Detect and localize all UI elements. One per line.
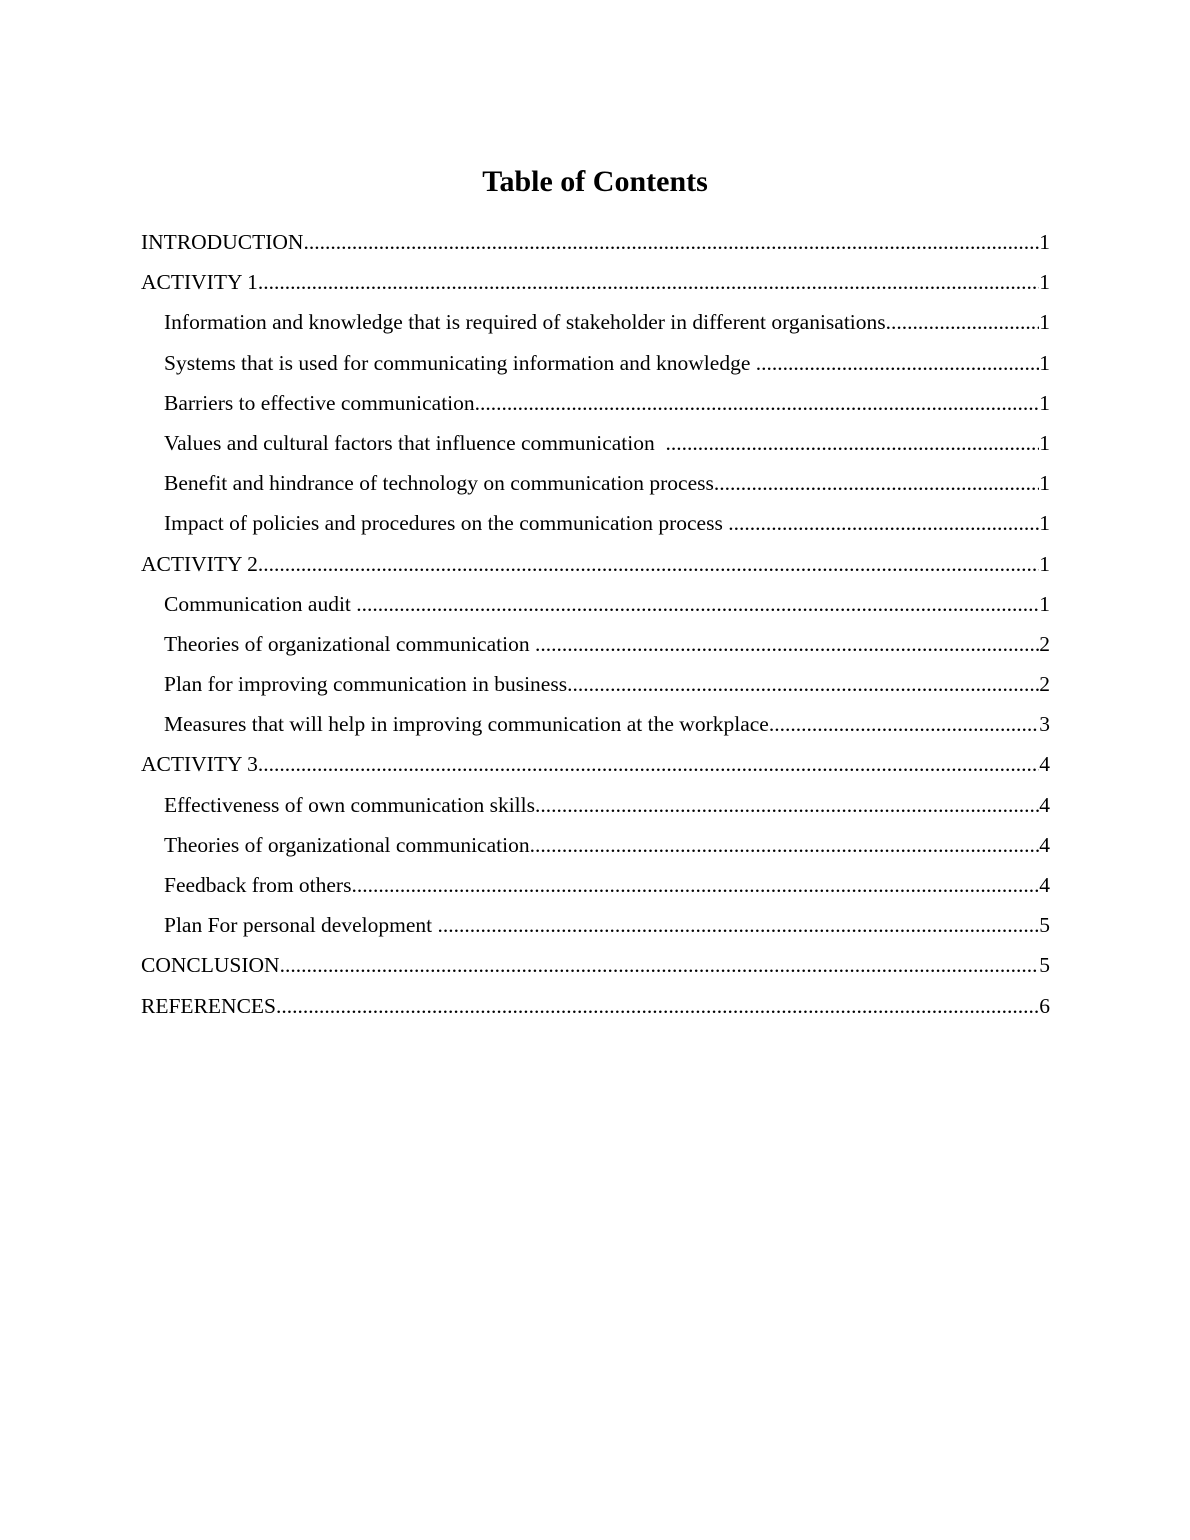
toc-page-number: 1 (1039, 551, 1050, 576)
toc-entry-barriers[interactable] (141, 383, 1050, 423)
toc-page-number: 5 (1039, 913, 1050, 938)
toc-dot-leader (437, 905, 1039, 945)
toc-entry-text: Values and cultural factors that influence communication (164, 430, 666, 455)
toc-entry-activity-1[interactable] (141, 262, 1050, 302)
toc-entry-text: Communication audit (164, 591, 357, 616)
toc-entry-text: ACTIVITY 3 (141, 752, 258, 777)
toc-dot-leader (303, 222, 1039, 262)
toc-dot-leader (276, 986, 1039, 1026)
toc-entry-introduction[interactable] (141, 222, 1050, 262)
toc-dot-leader (530, 825, 1040, 865)
toc-dot-leader (475, 383, 1040, 423)
toc-entry-theories-a3[interactable] (141, 825, 1050, 865)
toc-dot-leader (714, 463, 1039, 503)
toc-page-number: 4 (1039, 752, 1050, 777)
toc-page-number: 2 (1039, 631, 1050, 656)
toc-page-number: 1 (1039, 390, 1050, 415)
table-of-contents (141, 222, 1050, 1026)
toc-page-number: 1 (1039, 230, 1050, 254)
toc-entry-text: Systems that is used for communicating information and knowledge (164, 350, 756, 375)
toc-dot-leader (886, 302, 1040, 342)
toc-entry-communication-systems[interactable] (141, 343, 1050, 383)
toc-entry-feedback[interactable] (141, 865, 1050, 905)
toc-entry-text: Theories of organizational communication (164, 832, 530, 857)
toc-page-number: 4 (1039, 792, 1050, 817)
toc-entry-text: Theories of organizational communication (164, 631, 535, 656)
toc-page-number: 1 (1039, 270, 1050, 295)
toc-page-number: 1 (1039, 471, 1050, 496)
toc-entry-activity-3[interactable] (141, 744, 1050, 784)
toc-entry-conclusion[interactable] (141, 945, 1050, 985)
toc-entry-policies[interactable] (141, 503, 1050, 543)
toc-page-number: 4 (1039, 832, 1050, 857)
toc-dot-leader (258, 544, 1039, 584)
toc-entry-text: Impact of policies and procedures on the communication process (164, 511, 729, 536)
toc-entry-own-skills[interactable] (141, 785, 1050, 825)
toc-dot-leader (351, 865, 1039, 905)
page-title: Table of Contents (482, 165, 708, 198)
toc-entry-workplace-measures[interactable] (141, 704, 1050, 744)
toc-entry-text: Plan for improving communication in business (164, 672, 568, 697)
toc-dot-leader (769, 704, 1039, 744)
toc-page-number: 1 (1039, 350, 1050, 375)
toc-page-number: 6 (1039, 993, 1050, 1018)
toc-dot-leader (258, 744, 1039, 784)
toc-dot-leader (258, 262, 1039, 302)
toc-dot-leader (728, 503, 1039, 543)
toc-entry-text: ACTIVITY 1 (141, 270, 258, 295)
toc-entry-text: ACTIVITY 2 (141, 551, 258, 576)
toc-entry-technology[interactable] (141, 463, 1050, 503)
toc-dot-leader (567, 664, 1039, 704)
toc-dot-leader (356, 584, 1039, 624)
toc-entry-text: REFERENCES (141, 993, 276, 1018)
toc-entry-text: Measures that will help in improving communication at the workplace (164, 712, 769, 737)
toc-entry-theories-a2[interactable] (141, 624, 1050, 664)
toc-entry-stakeholder-information[interactable] (141, 302, 1050, 342)
toc-entry-text: Feedback from others (164, 873, 352, 897)
toc-entry-references[interactable] (141, 986, 1050, 1026)
toc-entry-text: Plan For personal development (164, 913, 438, 938)
toc-entry-text: CONCLUSION (141, 953, 280, 978)
toc-page-number: 1 (1039, 430, 1050, 455)
toc-entry-text: Effectiveness of own communication skills (164, 792, 536, 817)
toc-entry-text: Barriers to effective communication (164, 390, 475, 415)
toc-page-number: 1 (1039, 591, 1050, 616)
toc-dot-leader (535, 624, 1039, 664)
toc-entry-personal-development[interactable] (141, 905, 1050, 945)
toc-page-number: 1 (1039, 511, 1050, 536)
toc-entry-text: INTRODUCTION (141, 230, 304, 254)
toc-page-number: 3 (1039, 712, 1050, 737)
toc-page-number: 1 (1039, 310, 1050, 335)
toc-entry-communication-audit[interactable] (141, 584, 1050, 624)
toc-dot-leader (535, 785, 1039, 825)
toc-page-number: 5 (1039, 953, 1050, 978)
toc-dot-leader (280, 945, 1040, 985)
toc-entry-improvement-plan[interactable] (141, 664, 1050, 704)
toc-page-number: 4 (1039, 873, 1050, 897)
toc-page-number: 2 (1039, 672, 1050, 697)
toc-entry-cultural-factors[interactable] (141, 423, 1050, 463)
toc-entry-activity-2[interactable] (141, 544, 1050, 584)
toc-entry-text: Benefit and hindrance of technology on communication process (164, 471, 714, 496)
toc-dot-leader (756, 343, 1040, 383)
toc-entry-text: Information and knowledge that is required of stakeholder in different organisations (164, 310, 886, 335)
toc-dot-leader (666, 423, 1040, 463)
